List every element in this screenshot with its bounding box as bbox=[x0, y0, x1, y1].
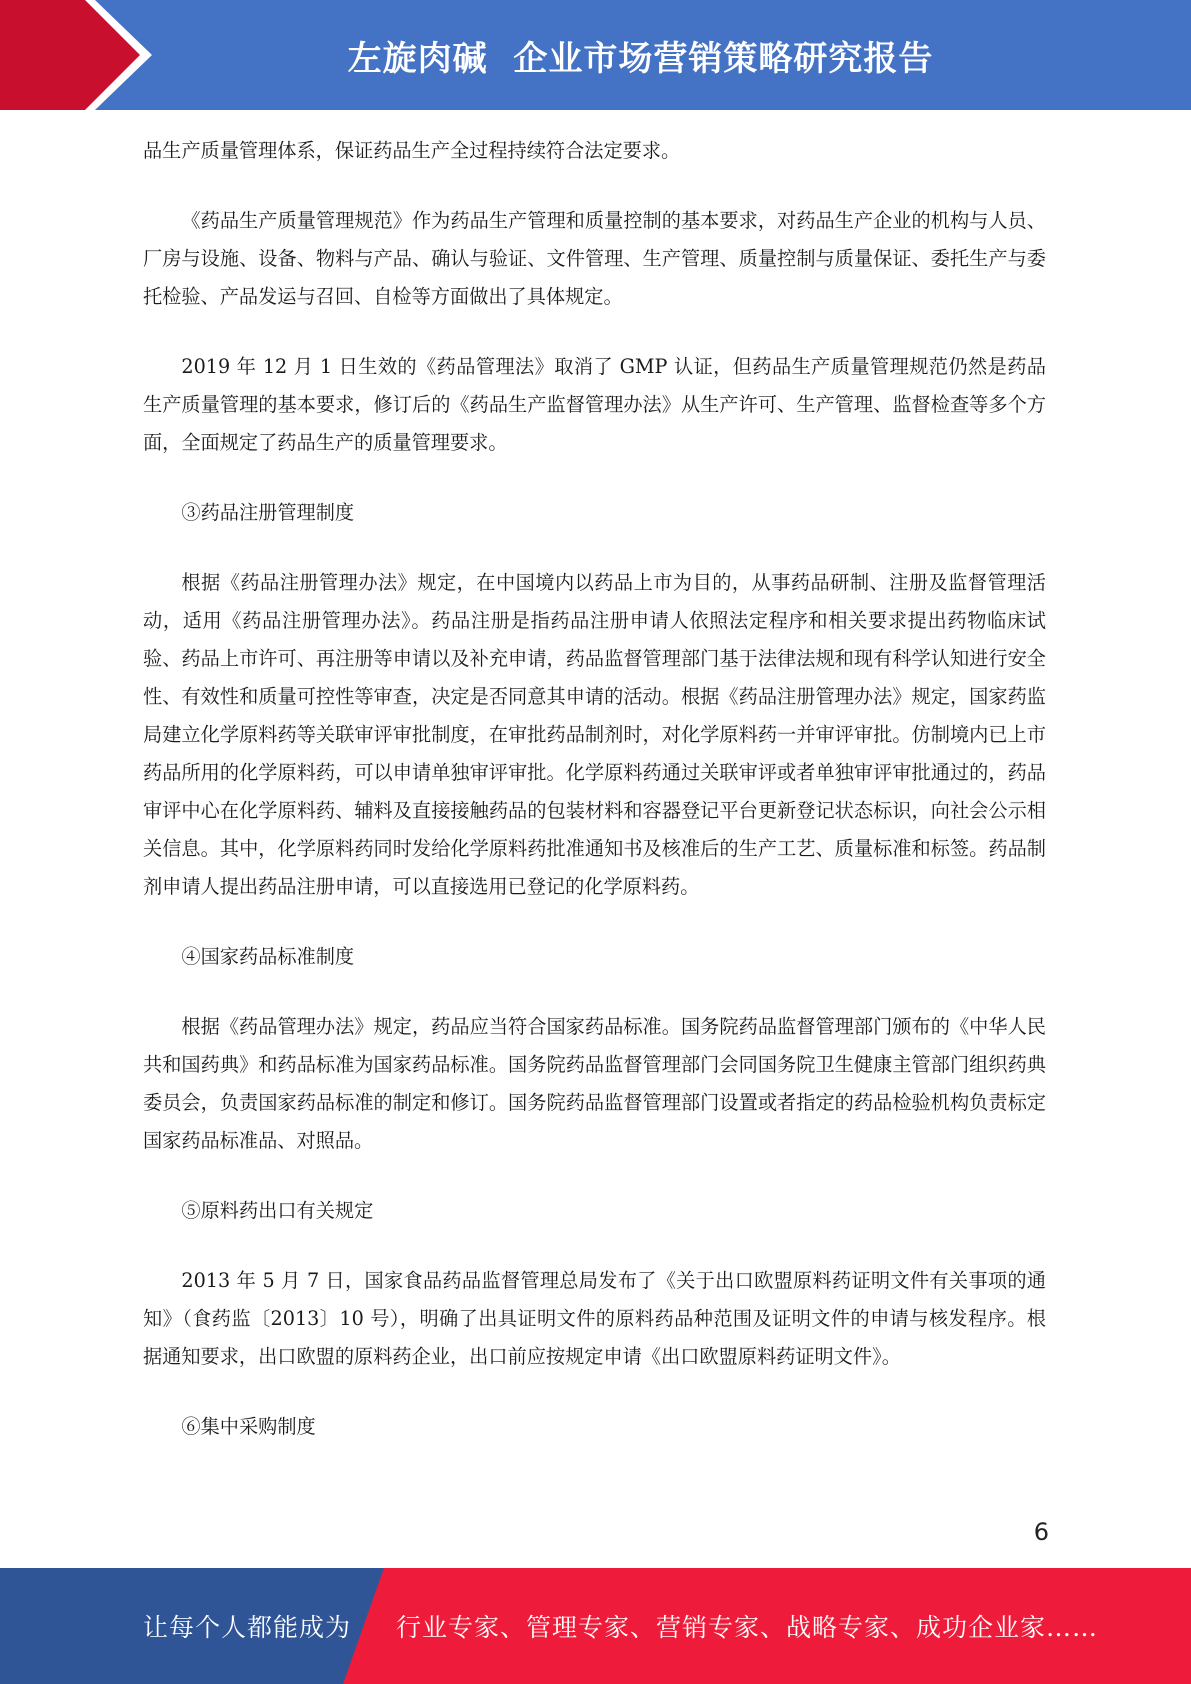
header-banner bbox=[0, 0, 1191, 110]
paragraph-continuation: 品生产质量管理体系，保证药品生产全过程持续符合法定要求。 bbox=[143, 139, 681, 162]
footer-slogan-right: 行业专家、管理专家、营销专家、战略专家、成功企业家…… bbox=[396, 1613, 1099, 1642]
section-heading-procurement: ⑥集中采购制度 bbox=[181, 1415, 316, 1438]
footer-banner bbox=[0, 1568, 1191, 1684]
section-heading-registration: ③药品注册管理制度 bbox=[181, 501, 355, 524]
footer-slogan-left: 让每个人都能成为 bbox=[143, 1613, 352, 1642]
paragraph-export: 2013 年 5 月 7 日，国家食品药品监督管理总局发布了《关于出口欧盟原料药证明文件有关事项的通知》（食药监〔2013〕10 号），明确了出具证明文件的原料药品种范围及证明文件的申请与核发程序。根据通知要求，出口欧盟的原料药企业，出口前应按规定申请《出口欧盟原料药证明文件》。 bbox=[143, 1269, 1046, 1368]
paragraph-gmp-requirements: 《药品生产质量管理规范》作为药品生产管理和质量控制的基本要求，对药品生产企业的机构与人员、厂房与设施、设备、物料与产品、确认与验证、文件管理、生产管理、质量控制与质量保证、委托生产与委托检验、产品发运与召回、自检等方面做出了具体规定。 bbox=[143, 209, 1046, 308]
page-number: 6 bbox=[1033, 1518, 1049, 1546]
paragraph-standards: 根据《药品管理办法》规定，药品应当符合国家药品标准。国务院药品监督管理部门颁布的《中华人民共和国药典》和药品标准为国家药品标准。国务院药品监督管理部门会同国务院卫生健康主管部门组织药典委员会，负责国家药品标准的制定和修订。国务院药品监督管理部门设置或者指定的药品检验机构负责标定国家药品标准品、对照品。 bbox=[143, 1015, 1046, 1152]
section-heading-export: ⑤原料药出口有关规定 bbox=[181, 1199, 374, 1222]
paragraph-registration: 根据《药品注册管理办法》规定，在中国境内以药品上市为目的，从事药品研制、注册及监督管理活动，适用《药品注册管理办法》。药品注册是指药品注册申请人依照法定程序和相关要求提出药物临床试验、药品上市许可、再注册等申请以及补充申请，药品监督管理部门基于法律法规和现有科学认知进行安全性、有效性和质量可控性等审查，决定是否同意其申请的活动。根据《药品注册管理办法》规定，国家药监局建立化学原料药等关联审评审批制度，在审批药品制剂时，对化学原料药一并审评审批。仿制境内已上市药品所用的化学原料药，可以申请单独审评审批。化学原料药通过关联审评或者单独审评审批通过的，药品审评中心在化学原料药、辅料及直接接触药品的包装材料和容器登记平台更新登记状态标识，向社会公示相关信息。其中，化学原料药同时发给化学原料药批准通知书及核准后的生产工艺、质量标准和标签。药品制剂申请人提出药品注册申请，可以直接选用已登记的化学原料药。 bbox=[143, 571, 1046, 898]
paragraph-gmp-certification: 2019 年 12 月 1 日生效的《药品管理法》取消了 GMP 认证，但药品生产质量管理规范仍然是药品生产质量管理的基本要求，修订后的《药品生产监督管理办法》从生产许可、生产管理、监督检查等多个方面，全面规定了药品生产的质量管理要求。 bbox=[143, 355, 1046, 454]
document-body bbox=[143, 132, 1046, 1478]
report-title: 左旋肉碱 企业市场营销策略研究报告 bbox=[347, 38, 934, 79]
section-heading-standards: ④国家药品标准制度 bbox=[181, 945, 355, 968]
